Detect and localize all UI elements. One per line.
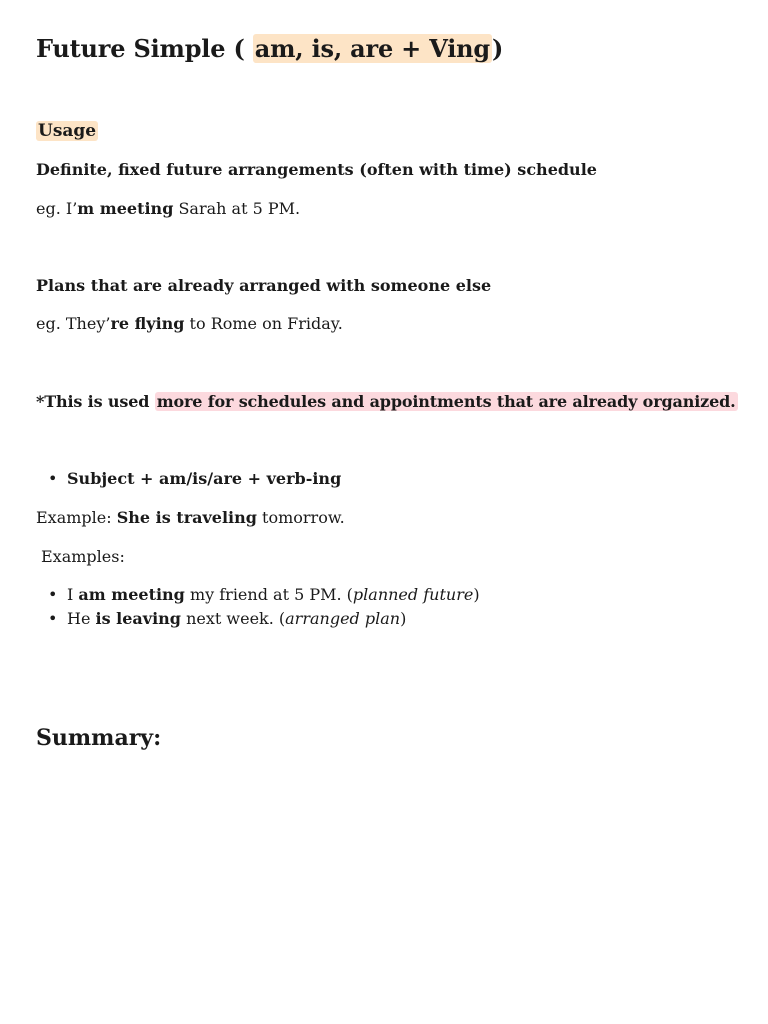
list-item-text: [67, 583, 480, 607]
structure-formula-item: [36, 467, 736, 491]
usage-example-1-verb: m meeting: [77, 199, 174, 218]
usage-note: [36, 390, 738, 414]
usage-example-2-verb: re flying: [110, 314, 185, 333]
bullet-icon: •: [48, 585, 58, 604]
title-highlight: am, is, are + Ving: [254, 34, 490, 63]
usage-example-1-rest: Sarah at 5 PM.: [173, 199, 301, 218]
usage-example-2-rest: to Rome on Friday.: [184, 314, 343, 333]
usage-example-1-prefix: eg. I’: [36, 199, 78, 218]
usage-rule-1: Definite, fixed future arrangements (often with time) schedule: [36, 160, 597, 179]
list-item-text: [67, 607, 406, 631]
structure-example-bold: She is traveling: [116, 508, 257, 527]
list-item-verb: is leaving: [95, 609, 181, 628]
examples-heading: Examples:: [41, 547, 125, 566]
usage-note-prefix: *This is used: [36, 392, 155, 411]
list-item: [36, 583, 736, 607]
usage-heading-text: Usage: [38, 121, 97, 141]
structure-example-rest: tomorrow.: [256, 508, 345, 527]
usage-heading: [36, 119, 98, 143]
structure-example-label: Example:: [36, 508, 117, 527]
list-item-post: ): [400, 609, 407, 628]
list-item-mid: next week. (: [181, 609, 286, 628]
usage-example-2-prefix: eg. They’: [36, 314, 111, 333]
list-item-verb: am meeting: [78, 585, 185, 604]
title-prefix: Future Simple (: [36, 34, 253, 63]
list-item-note: planned future: [352, 585, 474, 604]
page-title: [36, 32, 503, 66]
list-item-post: ): [473, 585, 480, 604]
structure-example: [36, 506, 345, 530]
structure-formula: Subject + am/is/are + verb-ing: [67, 469, 342, 488]
list-item-mid: my friend at 5 PM. (: [184, 585, 353, 604]
list-item-note: arranged plan: [285, 609, 401, 628]
list-item-pre: He: [67, 609, 96, 628]
usage-note-highlight: more for schedules and appointments that are already organized.: [156, 392, 736, 411]
list-item-pre: I: [67, 585, 79, 604]
usage-example-1: [36, 197, 300, 221]
usage-example-2: [36, 312, 343, 336]
usage-rule-2: Plans that are already arranged with someone else: [36, 276, 492, 295]
summary-heading: Summary:: [36, 725, 162, 751]
list-item: [36, 607, 736, 631]
bullet-icon: •: [48, 609, 58, 628]
bullet-icon: •: [48, 469, 58, 488]
title-suffix: ): [491, 34, 504, 63]
